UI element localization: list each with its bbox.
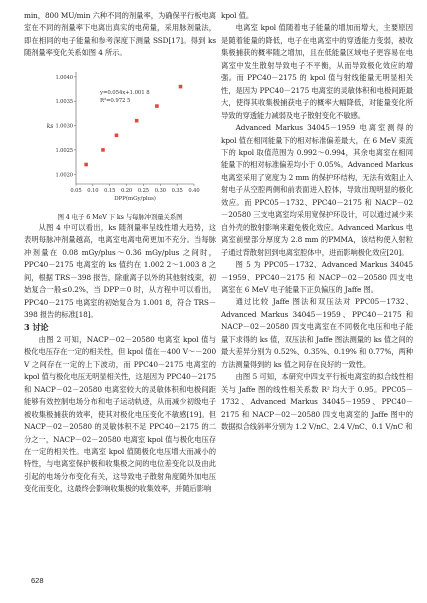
- figure-4: [24, 62, 216, 212]
- equation-label: y=0.054x+1.001 8: [100, 89, 150, 96]
- x-tick-label: 0.25: [137, 187, 150, 194]
- right-column: [221, 10, 413, 433]
- y-axis-label: ks: [46, 122, 54, 130]
- data-point: [135, 119, 139, 123]
- data-point: [84, 163, 88, 167]
- x-tick-label: 0.10: [87, 187, 99, 194]
- x-tick-label: 0.35: [171, 187, 183, 194]
- data-point: [115, 133, 119, 137]
- right-paragraph-6: 由图 5 可知，本研究中四支平行板电离室的拟合线性相关与 Jaffe 图的线性相关系数 R² 均大于 0.95。PPC05－1732、Advanced Markus 34045－1959、PPC40－2175 和 NACP－02－20580 四支电离室的 Jaffe 图中的数据拟合线斜率分别为 1.2 V/nC、2.4 V/nC、0.1 V/nC 和: [221, 372, 413, 431]
- y-tick-label: 1.0035: [55, 99, 73, 106]
- left-column: [24, 10, 216, 496]
- x-tick-label: 0.05: [70, 187, 82, 194]
- left-paragraph-1: min，800 MU/min 六种不同的剂量率，为确保平行板电离室在不同的剂量率下电离出真实的电荷量，采用脉剂量法，即在相同的电子能量和参考深度下测量 SSD[17]。得到 ks 随剂量率变化关系如图 4 所示。: [24, 11, 216, 58]
- right-paragraph-3: Advanced Markus 34045－1959 电离室测得的 kpol 值在相同能量下的相对标准偏差最大，在 6 MeV 束流下的 kpol 取值范围为 0.992～0.994，其余电离室在相同能量下的相对标准偏差均小于 0.05%。Advanced Markus 电离室采用了宽度为 2 mm 的保护环结构，无法有效阻止入射电子从空腔两侧和前表面进入腔体，导致出现明显的极化效应。而 PPC05－1732、PPC40－2175 和 NACP－02－20580 三支电离室均采用宽保护环设计，可以通过减少来自外壳的散射影响来避免极化效应。Advanced Markus 电离室前壁部分厚度为 2.8 mm 的PMMA，该结构使入射粒子通过背散射回到电离室腔体中，进而影响极化效应[20]。: [221, 123, 413, 257]
- data-point: [101, 148, 105, 152]
- left-paragraph-2: 从图 4 中可以看出，ks 随剂量率呈线性增大趋势，这表明每脉冲剂量越高，电离室电离电荷更加不充分。当每脉冲剂量在 0.08 mGy/plus～0.36 mGy/plus 之间时，PPC40－2175 电离室的 ks 值约在 1.002 2～1.003 8 之间，根据 TRS－398 报告，除重离子以外的其他射线束，初始复合一般≤0.2%，当 DPP＝0 时，从方程中可以看出，PPC40－2175 电离室的初始复合为 1.001 8，符合 TRS－398 报告的标准[18]。: [24, 222, 216, 319]
- y-tick-label: 1.0040: [55, 74, 73, 81]
- left-paragraph-3: 由图 2 可知，NACP－02－20580 电离室 kpol 值与极化电压存在一定的相关性，但 kpol 值在－400 V～－200 V 之间存在一定的上下波动，而 PPC40－2175 电离室的 kpol 值与极化电压无明显相关性，这是因为 PPC40－2175 和 NACP－02－20580 电离室较大的灵敏体积和电极间距能够有效控制电场分布和电子运动轨迹，从而减少初级电子被收集极捕获的效率，使其对极化电压变化不敏感[19]。但 NACP－02－20580 的灵敏体积不足 PPC40－2175 的二分之一，NACP－02－20580 电离室 kpol 值与极化电压存在一定的相关性。电离室 kpol 值随极化电压增大而减小的特性，与电离室保护极和收集极之间的电位差变化以及由此引起的电场分布变化有关，这导致电子散射角度随外加电压变化而变化，这最终会影响收集极的收集效率，并随后影响: [24, 334, 216, 494]
- right-paragraph-2: 电离室 kpol 值随着电子能量的增加而增大，主要原因是随着能量的降低，电子在电离室中的穿透能力变弱，被收集极捕获的概率随之增加，且在低能量区域电子更容易在电离室中发生散射导致电子不平衡，从而导致极化效应的增强。而 PPC40－2175 的 kpol 值与射线能量无明显相关性，是因为 PPC40－2175 电离室的灵敏体积和电极间距最大，使得其收集极捕获电子的概率大幅降低，对能量变化所导致的穿透能力减弱及电子散射变化不敏感。: [221, 23, 413, 120]
- y-tick-label: 1.0020: [55, 172, 73, 179]
- right-paragraph-1: kpol 值。: [221, 11, 254, 20]
- figure-caption: 图 4 电子 6 MeV 下 ks 与每脉冲剂量关系图: [57, 212, 183, 221]
- r-squared-label: R²=0.972 5: [100, 97, 131, 104]
- right-paragraph-5: 通过比较 Jaffe 图法和双压法对 PPC05－1732、Advanced Markus 34045－1959、PPC40－2175 和 NACP－02－20580 四支电离室在不同极化电压和电子能量下求得的 ks 值，双压法和 Jaffe 图法测量的 ks 值之间的最大差异分别为 0.52%、0.35%、0.19% 和 0.77%，两种方法测量得到的 ks 值之间存在良好的一致性。: [221, 297, 413, 369]
- page-number: 628: [31, 576, 44, 585]
- x-tick-label: 0.15: [104, 187, 116, 194]
- x-tick-label: 0.20: [120, 187, 133, 194]
- right-paragraph-4: 图 5 为 PPC05－1732、Advanced Markus 34045－1959、PPC40－2175 和 NACP－02－20580 四支电离室在 6 MeV 电子能量下正负偏压的 Jaffe 图。: [221, 260, 413, 294]
- y-tick-label: 1.0030: [55, 123, 73, 130]
- x-tick-label: 0.40: [188, 187, 200, 194]
- data-point: [155, 104, 159, 108]
- chart-svg: [24, 62, 216, 212]
- y-tick-label: 1.0025: [55, 147, 73, 154]
- x-axis-label: DPP(mGy/plus): [114, 195, 156, 202]
- data-point: [179, 85, 183, 89]
- x-tick-label: 0.30: [154, 187, 166, 194]
- section-heading: 3 讨论: [24, 322, 49, 333]
